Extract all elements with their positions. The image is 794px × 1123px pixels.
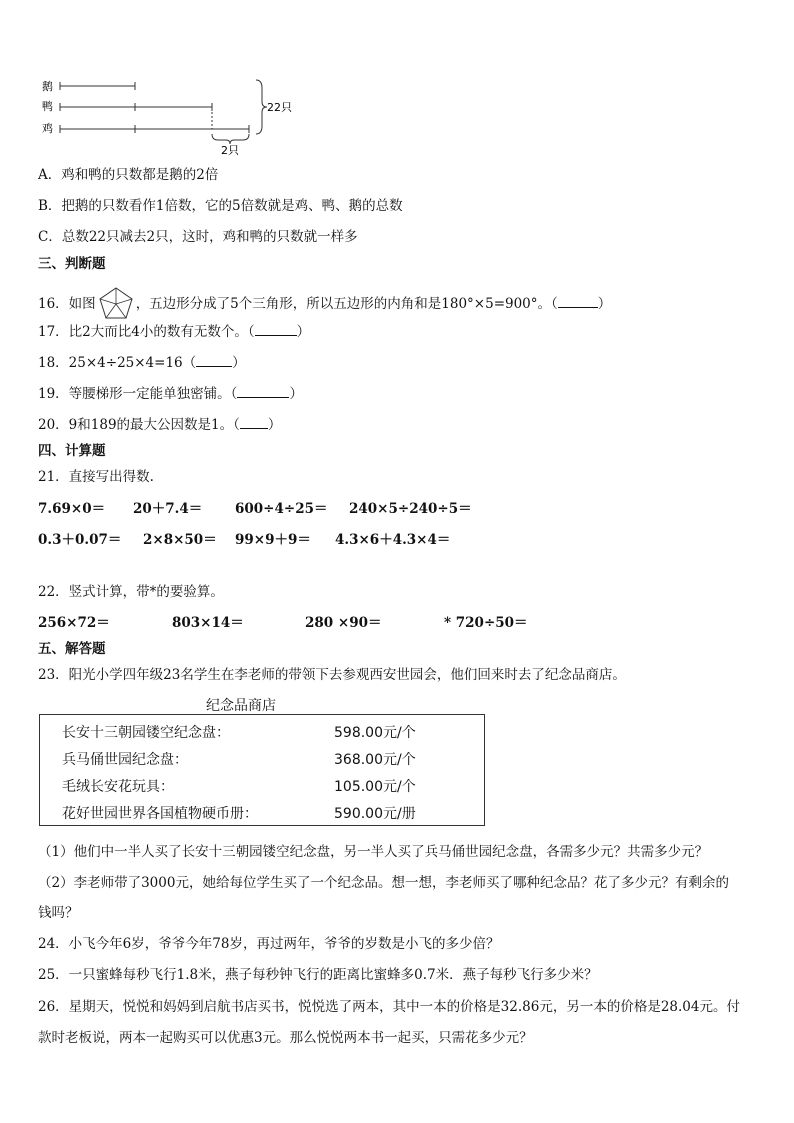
diagram-label-chicken: 鸡: [42, 122, 53, 135]
q18-answer-blank[interactable]: [196, 354, 232, 367]
shop-item-price: 590.00元/册: [334, 806, 416, 822]
question-19: [38, 385, 303, 403]
option-b: B．把鹅的只数看作1倍数，它的5倍数就是鸡、鸭、鹅的总数: [38, 198, 403, 214]
duck-segment: [60, 103, 212, 111]
calc-2-4: 4.3×6＋4.3×4＝: [335, 532, 451, 548]
question-24: 24．小飞今年6岁，爷爷今年78岁，再过两年，爷爷的岁数是小飞的多少倍？: [38, 936, 500, 952]
q17-answer-blank[interactable]: [255, 323, 297, 336]
question-23-part-2: （2）李老师带了3000元，她给每位学生买了一个纪念品。想一想，李老师买了哪种纪念品？花了多少元？有剩余的: [38, 875, 729, 891]
q17-text: 17．比2大而比4小的数有无数个。（: [38, 324, 255, 340]
total-label: 22只: [267, 101, 292, 114]
calc-2-2: 2×8×50＝: [143, 532, 217, 548]
calc-1-1: 7.69×0＝: [38, 501, 106, 517]
option-a: A．鸡和鸭的只数都是鹅的2倍: [38, 167, 219, 183]
q20-answer-blank[interactable]: [240, 416, 268, 429]
question-23: 23．阳光小学四年级23名学生在李老师的带领下去参观西安世园会，他们回来时去了纪念品商店。: [38, 667, 626, 683]
shop-item-name: 花好世园世界各国植物硬币册：: [62, 806, 258, 822]
pentagon-figure-icon: [98, 286, 134, 320]
q16-prefix: 16．如图: [38, 296, 96, 312]
shop-title: 纪念品商店: [206, 698, 276, 714]
q19-answer-blank[interactable]: [237, 385, 289, 398]
total-brace: [256, 80, 267, 134]
q18-close: ）: [232, 355, 246, 371]
question-16: [38, 286, 611, 320]
shop-item-price: 105.00元/个: [334, 779, 416, 795]
q17-close: ）: [296, 324, 311, 340]
q16-text: ，五边形分成了5个三角形，所以五边形的内角和是180°×5=900°。（: [135, 296, 558, 312]
question-23-part-2-cont: 钱吗？: [38, 905, 79, 921]
vertical-calc-4: * 720÷50＝: [444, 615, 528, 631]
calc-2-1: 0.3＋0.07＝: [38, 532, 122, 548]
section-4-heading: 四、计算题: [38, 443, 106, 459]
question-18: [38, 354, 246, 372]
question-26: 26．星期天，悦悦和妈妈到启航书店买书，悦悦选了两本，其中一本的价格是32.86元，另一本的价格是28.04元。付: [38, 999, 740, 1015]
q19-text: 19．等腰梯形一定能单独密铺。（: [38, 386, 238, 402]
diagram-label-duck: 鸭: [42, 100, 53, 113]
question-21: 21．直接写出得数.: [38, 469, 154, 485]
q20-close: ）: [267, 417, 282, 433]
vertical-calc-2: 803×14＝: [172, 615, 244, 631]
q18-text: 18．25×4÷25×4=16（: [38, 355, 197, 371]
segment-diagram: [38, 76, 308, 156]
diagram-label-goose: 鹅: [42, 80, 53, 93]
calc-2-3: 99×9＋9＝: [235, 532, 311, 548]
shop-item-name: 兵马俑世园纪念盘：: [62, 752, 188, 768]
diff-brace: [212, 134, 249, 144]
vertical-calc-3: 280 ×90＝: [305, 615, 382, 631]
question-17: [38, 323, 310, 341]
calc-1-4: 240×5÷240÷5＝: [349, 501, 472, 517]
question-20: [38, 416, 281, 434]
option-c: C．总数22只减去2只，这时，鸡和鸭的只数就一样多: [38, 229, 358, 245]
shop-price-table: [39, 714, 485, 826]
shop-item-name: 长安十三朝园镂空纪念盘：: [62, 725, 230, 741]
q16-close: ）: [597, 296, 612, 312]
section-5-heading: 五、解答题: [38, 641, 106, 657]
q20-text: 20．9和189的最大公因数是1。（: [38, 417, 240, 433]
shop-item-price: 598.00元/个: [334, 725, 416, 741]
chicken-segment: [60, 112, 249, 133]
question-26-cont: 款时老板说，两本一起购买可以优惠3元。那么悦悦两本书一起买，只需花多少元？: [38, 1030, 533, 1046]
shop-item-price: 368.00元/个: [334, 752, 416, 768]
calc-1-2: 20＋7.4＝: [133, 501, 203, 517]
q19-close: ）: [289, 386, 303, 402]
question-25: 25．一只蜜蜂每秒飞行1.8米，燕子每秒钟飞行的距离比蜜蜂多0.7米．燕子每秒飞行多少米？: [38, 967, 598, 983]
section-3-heading: 三、判断题: [38, 256, 106, 272]
question-22: 22．竖式计算，带*的要验算。: [38, 584, 224, 600]
diff-label: 2只: [221, 144, 239, 156]
goose-segment: [60, 82, 135, 90]
calc-1-3: 600÷4÷25＝: [235, 501, 328, 517]
vertical-calc-1: 256×72＝: [38, 615, 110, 631]
shop-item-name: 毛绒长安花玩具：: [62, 779, 174, 795]
q16-answer-blank[interactable]: [558, 295, 598, 308]
question-23-part-1: （1）他们中一半人买了长安十三朝园镂空纪念盘，另一半人买了兵马俑世园纪念盘，各需多少元？共需多少元？: [38, 844, 709, 860]
